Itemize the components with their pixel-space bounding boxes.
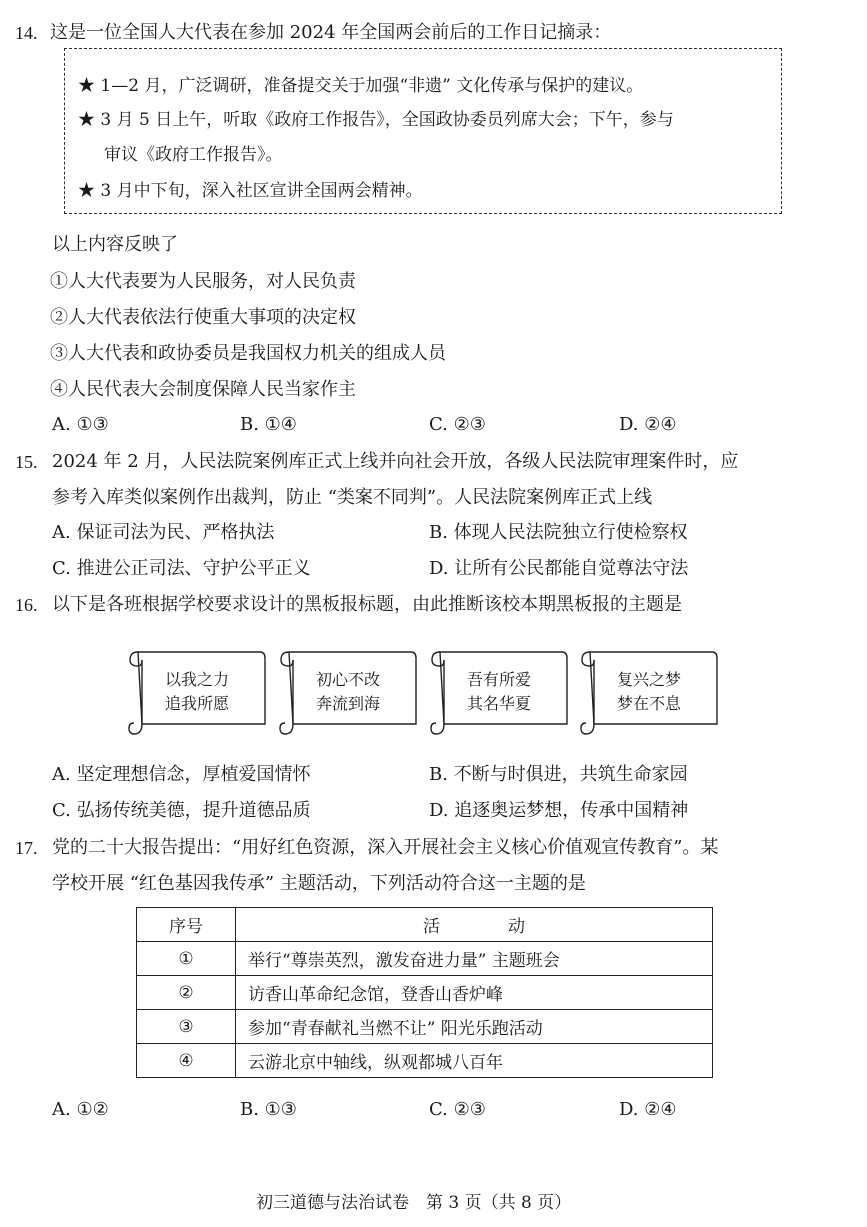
table-cell-number: ④ (137, 1044, 236, 1078)
q14-lead: 以上内容反映了 (52, 234, 178, 255)
scroll-frame-icon (128, 648, 266, 738)
table-row (137, 1010, 713, 1044)
table-cell-number: ③ (137, 1010, 236, 1044)
q14-item-3: ③人大代表和政协委员是我国权力机关的组成人员 (50, 343, 446, 364)
scroll-title-2 (279, 648, 417, 738)
table-cell-activity: 访香山革命纪念馆，登香山香炉峰 (236, 976, 713, 1010)
scroll-title-3-line2: 其名华夏 (466, 694, 531, 713)
q17-number: 17. (15, 838, 38, 858)
table-row (137, 1044, 713, 1078)
q15-stem-line1: 2024 年 2 月，人民法院案例库正式上线并向社会开放，各级人民法院审理案件时，应 (52, 451, 739, 472)
q15-option-d[interactable]: D. 让所有公民都能自觉尊法守法 (429, 558, 689, 579)
q14-item-1: ①人大代表要为人民服务，对人民负责 (50, 271, 356, 292)
q14-item-4: ④人民代表大会制度保障人民当家作主 (50, 379, 356, 400)
scroll-title-4-line1: 复兴之梦 (616, 670, 681, 689)
scroll-title-4 (580, 648, 718, 738)
scroll-title-2-line1: 初心不改 (315, 670, 380, 689)
scroll-title-1-line2: 追我所愿 (164, 694, 229, 713)
table-row (137, 942, 713, 976)
table-header-row (137, 908, 713, 942)
q17-option-c[interactable]: C. ②③ (429, 1099, 486, 1120)
scroll-title-4-line2: 梦在不息 (616, 694, 681, 713)
page-footer: 初三道德与法治试卷 第 3 页（共 8 页） (256, 1193, 572, 1213)
q14-item-2: ②人大代表依法行使重大事项的决定权 (50, 307, 356, 328)
table-cell-activity: 参加“青春献礼当燃不让” 阳光乐跑活动 (236, 1010, 713, 1044)
table-cell-activity: 云游北京中轴线，纵观都城八百年 (236, 1044, 713, 1078)
table-row (137, 976, 713, 1010)
q17-stem-line1: 党的二十大报告提出：“用好红色资源，深入开展社会主义核心价值观宣传教育”。某 (52, 837, 719, 858)
scroll-title-1-line1: 以我之力 (164, 670, 229, 689)
q17-option-d[interactable]: D. ②④ (619, 1099, 677, 1120)
scroll-frame-icon (279, 648, 417, 738)
q14-option-c[interactable]: C. ②③ (429, 414, 486, 435)
q15-option-b[interactable]: B. 体现人民法院独立行使检察权 (429, 522, 688, 543)
activity-table (136, 907, 713, 1078)
q17-option-a[interactable]: A. ①② (52, 1099, 109, 1120)
q16-number: 16. (15, 595, 38, 615)
scroll-title-1 (128, 648, 266, 738)
q17-stem-line2: 学校开展 “红色基因我传承” 主题活动，下列活动符合这一主题的是 (52, 873, 586, 894)
scroll-title-3 (430, 648, 568, 738)
q16-option-c[interactable]: C. 弘扬传统美德，提升道德品质 (52, 800, 311, 821)
q15-option-c[interactable]: C. 推进公正司法、守护公平正义 (52, 558, 311, 579)
table-header-activity: 活 动 (236, 908, 713, 942)
q16-stem: 以下是各班根据学校要求设计的黑板报标题，由此推断该校本期黑板报的主题是 (52, 594, 682, 615)
q16-option-b[interactable]: B. 不断与时俱进，共筑生命家园 (429, 764, 688, 785)
table-cell-activity: 举行“尊崇英烈，激发奋进力量” 主题班会 (236, 942, 713, 976)
q14-option-b[interactable]: B. ①④ (240, 414, 297, 435)
q14-number: 14. (15, 23, 38, 43)
q15-option-a[interactable]: A. 保证司法为民、严格执法 (52, 522, 275, 543)
table-cell-number: ② (137, 976, 236, 1010)
q17-option-b[interactable]: B. ①③ (240, 1099, 297, 1120)
diary-line-2: ★ 3 月 5 日上午，听取《政府工作报告》，全国政协委员列席大会；下午，参与 (78, 110, 674, 130)
table-header-number: 序号 (137, 908, 236, 942)
scroll-frame-icon (430, 648, 568, 738)
diary-line-1: ★ 1—2 月，广泛调研，准备提交关于加强“非遗” 文化传承与保护的建议。 (78, 76, 644, 96)
q14-option-a[interactable]: A. ①③ (52, 414, 109, 435)
diary-line-4: ★ 3 月中下旬，深入社区宣讲全国两会精神。 (78, 181, 423, 201)
table-cell-number: ① (137, 942, 236, 976)
q15-stem-line2: 参考入库类似案例作出裁判，防止 “类案不同判”。人民法院案例库正式上线 (52, 487, 653, 508)
q16-option-a[interactable]: A. 坚定理想信念，厚植爱国情怀 (52, 764, 311, 785)
scroll-title-3-line1: 吾有所爱 (466, 670, 531, 689)
q16-option-d[interactable]: D. 追逐奥运梦想，传承中国精神 (429, 800, 689, 821)
q15-number: 15. (15, 452, 38, 472)
diary-line-3: 审议《政府工作报告》。 (104, 145, 283, 165)
scroll-title-2-line2: 奔流到海 (315, 694, 380, 713)
q14-stem: 这是一位全国人大代表在参加 2024 年全国两会前后的工作日记摘录： (50, 22, 612, 43)
q14-option-d[interactable]: D. ②④ (619, 414, 677, 435)
scroll-frame-icon (580, 648, 718, 738)
